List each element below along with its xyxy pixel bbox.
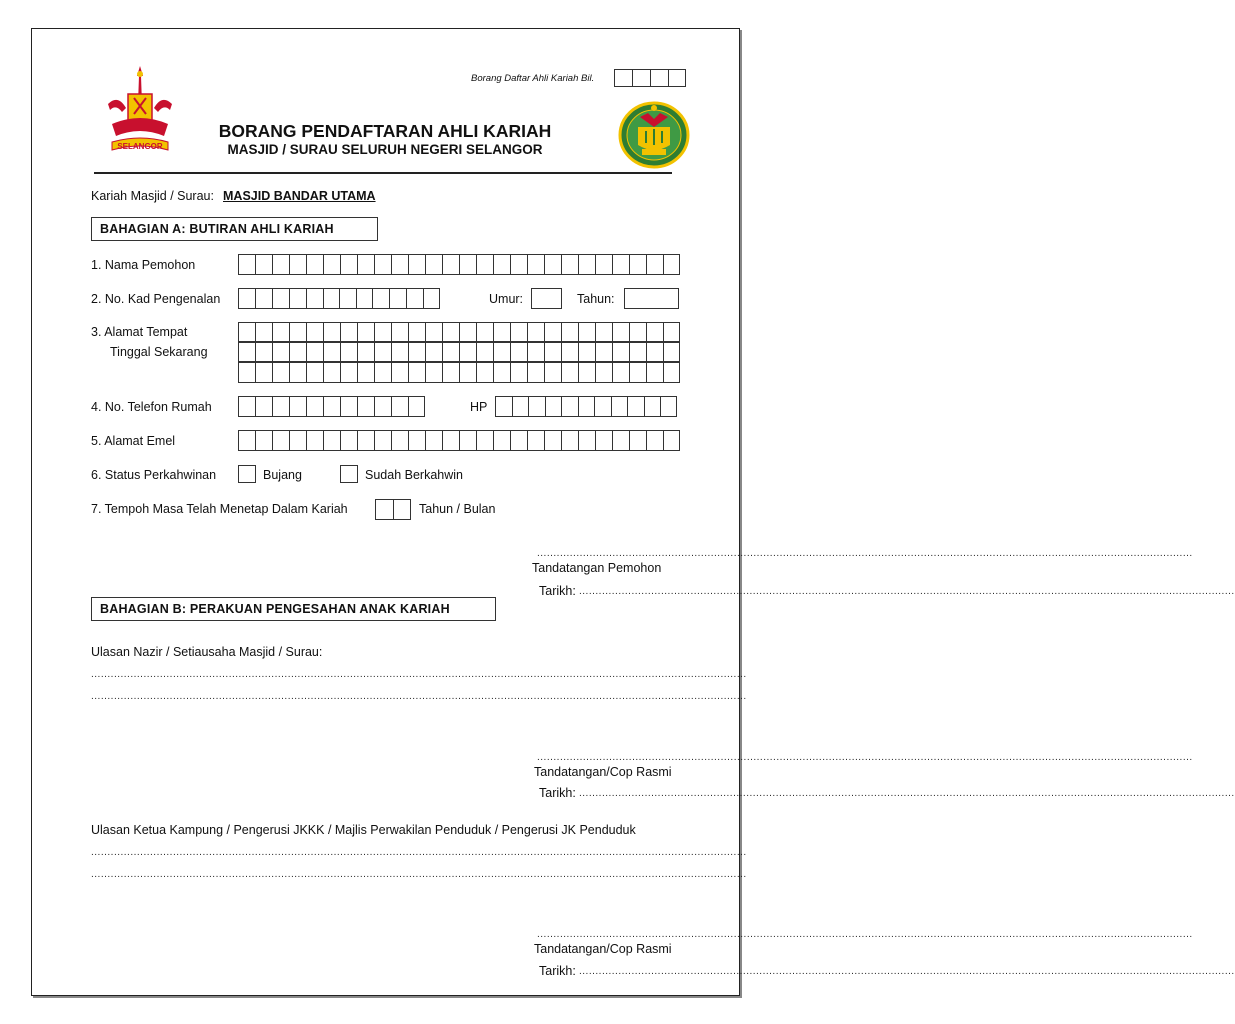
char-box[interactable]	[425, 254, 442, 275]
char-box[interactable]	[459, 322, 476, 342]
char-box[interactable]	[663, 430, 680, 451]
char-box[interactable]	[425, 430, 442, 451]
char-box[interactable]	[238, 396, 255, 417]
char-box[interactable]	[595, 430, 612, 451]
char-box[interactable]	[527, 342, 544, 362]
char-box[interactable]	[408, 322, 425, 342]
char-box[interactable]	[442, 362, 459, 383]
char-box[interactable]	[663, 322, 680, 342]
char-box[interactable]	[255, 342, 272, 362]
char-box[interactable]	[323, 396, 340, 417]
char-box[interactable]	[544, 342, 561, 362]
char-box[interactable]	[272, 322, 289, 342]
form-page	[31, 28, 1235, 996]
char-box[interactable]	[357, 430, 374, 451]
char-box[interactable]	[493, 342, 510, 362]
nama-input-boxes[interactable]	[238, 254, 680, 275]
char-box[interactable]	[578, 362, 595, 383]
char-box[interactable]	[340, 254, 357, 275]
char-box[interactable]	[423, 288, 440, 309]
char-box[interactable]	[357, 342, 374, 362]
status-label: 6. Status Perkahwinan	[91, 468, 217, 482]
char-box[interactable]	[255, 254, 272, 275]
char-box[interactable]	[595, 362, 612, 383]
char-box[interactable]	[629, 322, 646, 342]
char-box[interactable]	[578, 322, 595, 342]
char-box[interactable]	[408, 342, 425, 362]
char-box[interactable]	[629, 254, 646, 275]
char-box[interactable]	[306, 254, 323, 275]
ketua-signature-line[interactable]: ........................................................................................................................................................................................................	[537, 929, 1193, 940]
char-box[interactable]	[374, 342, 391, 362]
tahun-label: Tahun:	[577, 292, 615, 306]
char-box[interactable]	[528, 396, 545, 417]
char-box[interactable]	[356, 288, 373, 309]
char-box[interactable]	[306, 322, 323, 342]
char-box[interactable]	[578, 254, 595, 275]
char-box[interactable]	[627, 396, 644, 417]
char-box[interactable]	[408, 430, 425, 451]
bujang-checkbox[interactable]	[238, 465, 256, 483]
char-box[interactable]	[255, 430, 272, 451]
char-box[interactable]	[374, 254, 391, 275]
ketua-date-line[interactable]: ........................................................................................................................................................................................................	[579, 966, 1235, 977]
char-box[interactable]	[646, 342, 663, 362]
char-box[interactable]	[272, 288, 289, 309]
char-box[interactable]	[545, 396, 562, 417]
char-box[interactable]	[340, 362, 357, 383]
char-box[interactable]	[323, 342, 340, 362]
char-box[interactable]	[442, 254, 459, 275]
char-box[interactable]	[289, 430, 306, 451]
char-box[interactable]	[629, 362, 646, 383]
alamat-input-row-1[interactable]	[238, 322, 680, 342]
pemohon-date-label: Tarikh:	[539, 584, 576, 598]
char-box[interactable]	[594, 396, 611, 417]
alamat-label-1: 3. Alamat Tempat	[91, 325, 188, 339]
char-box[interactable]	[646, 322, 663, 342]
char-box[interactable]	[289, 396, 306, 417]
char-box[interactable]	[238, 288, 255, 309]
char-box[interactable]	[476, 430, 493, 451]
berkahwin-label: Sudah Berkahwin	[365, 468, 463, 482]
char-box[interactable]	[527, 362, 544, 383]
char-box[interactable]	[357, 362, 374, 383]
char-box[interactable]	[272, 430, 289, 451]
char-box[interactable]	[510, 254, 527, 275]
crest-caption: SELANGOR	[117, 142, 163, 151]
char-box[interactable]	[493, 430, 510, 451]
char-box[interactable]	[255, 288, 272, 309]
char-box[interactable]	[512, 396, 529, 417]
char-box[interactable]	[340, 342, 357, 362]
char-box[interactable]	[389, 288, 406, 309]
char-box[interactable]	[393, 499, 411, 520]
nazir-date-label: Tarikh:	[539, 786, 576, 800]
char-box[interactable]	[375, 499, 393, 520]
ketua-date-label: Tarikh:	[539, 964, 576, 978]
char-box[interactable]	[646, 362, 663, 383]
char-box[interactable]	[374, 430, 391, 451]
char-box[interactable]	[595, 342, 612, 362]
char-box[interactable]	[357, 254, 374, 275]
umur-label: Umur:	[489, 292, 524, 306]
char-box[interactable]	[527, 322, 544, 342]
form-title: BORANG PENDAFTARAN AHLI KARIAH	[218, 121, 552, 141]
char-box[interactable]	[612, 254, 629, 275]
section-a-title: BAHAGIAN A: BUTIRAN AHLI KARIAH	[91, 217, 378, 241]
char-box[interactable]	[663, 254, 680, 275]
kariah-label: Kariah Masjid / Surau:	[91, 189, 214, 203]
char-box[interactable]	[391, 342, 408, 362]
pemohon-date-line[interactable]: ........................................................................................................................................................................................................	[579, 586, 1235, 597]
char-box[interactable]	[425, 362, 442, 383]
tahun-input[interactable]	[624, 288, 679, 309]
char-box[interactable]	[323, 322, 340, 342]
char-box[interactable]	[374, 396, 391, 417]
char-box[interactable]	[544, 254, 561, 275]
emel-input-boxes[interactable]	[238, 430, 680, 451]
bujang-label: Bujang	[263, 468, 302, 482]
umur-input[interactable]	[531, 288, 562, 309]
char-box[interactable]	[306, 342, 323, 362]
char-box[interactable]	[238, 322, 255, 342]
char-box[interactable]	[408, 362, 425, 383]
char-box[interactable]	[544, 430, 561, 451]
char-box[interactable]	[629, 430, 646, 451]
char-box[interactable]	[578, 342, 595, 362]
char-box[interactable]	[495, 396, 512, 417]
alamat-label-2: Tinggal Sekarang	[110, 345, 208, 359]
char-box[interactable]	[646, 254, 663, 275]
char-box[interactable]	[561, 396, 578, 417]
char-box[interactable]	[272, 254, 289, 275]
alamat-input-row-3[interactable]	[238, 362, 680, 383]
char-box[interactable]	[660, 396, 677, 417]
char-box[interactable]	[357, 396, 374, 417]
char-box[interactable]	[289, 288, 306, 309]
char-box[interactable]	[255, 362, 272, 383]
pemohon-signature-line[interactable]: ........................................................................................................................................................................................................	[537, 548, 1193, 559]
char-box[interactable]	[255, 396, 272, 417]
char-box[interactable]	[289, 342, 306, 362]
emel-label: 5. Alamat Emel	[91, 434, 176, 448]
char-box[interactable]	[510, 430, 527, 451]
char-box[interactable]	[629, 342, 646, 362]
char-box[interactable]	[406, 288, 423, 309]
char-box[interactable]	[612, 322, 629, 342]
char-box[interactable]	[238, 362, 255, 383]
char-box[interactable]	[306, 362, 323, 383]
header-divider	[94, 172, 672, 174]
ic-input-boxes[interactable]	[238, 288, 440, 309]
char-box[interactable]	[493, 362, 510, 383]
pemohon-signature-label: Tandatangan Pemohon	[532, 561, 662, 575]
char-box[interactable]	[339, 288, 356, 309]
char-box[interactable]	[289, 362, 306, 383]
nazir-signature-label: Tandatangan/Cop Rasmi	[534, 765, 672, 779]
char-box[interactable]	[408, 396, 425, 417]
berkahwin-checkbox[interactable]	[340, 465, 358, 483]
char-box[interactable]	[527, 254, 544, 275]
char-box[interactable]	[527, 430, 544, 451]
char-box[interactable]	[459, 362, 476, 383]
jais-emblem-logo	[618, 99, 690, 169]
char-box[interactable]	[357, 322, 374, 342]
char-box[interactable]	[510, 322, 527, 342]
char-box[interactable]	[544, 362, 561, 383]
char-box[interactable]	[340, 430, 357, 451]
char-box[interactable]	[612, 430, 629, 451]
char-box[interactable]	[561, 342, 578, 362]
hp-label: HP	[470, 400, 488, 414]
char-box[interactable]	[272, 396, 289, 417]
char-box[interactable]	[306, 396, 323, 417]
char-box[interactable]	[578, 396, 595, 417]
char-box[interactable]	[544, 322, 561, 342]
kariah-value: MASJID BANDAR UTAMA	[223, 189, 376, 203]
ic-label: 2. No. Kad Pengenalan	[91, 292, 221, 306]
selangor-crest-logo	[98, 64, 182, 160]
char-box[interactable]	[595, 322, 612, 342]
char-box[interactable]	[612, 342, 629, 362]
alamat-input-row-2[interactable]	[238, 342, 680, 362]
section-b-title: BAHAGIAN B: PERAKUAN PENGESAHAN ANAK KARIAH	[91, 597, 496, 621]
char-box[interactable]	[306, 430, 323, 451]
nazir-comment-line-1[interactable]: ........................................................................................................................................................................................................	[91, 669, 747, 680]
char-box[interactable]	[612, 362, 629, 383]
char-box[interactable]	[374, 362, 391, 383]
char-box[interactable]	[340, 322, 357, 342]
nazir-comment-line-2[interactable]: ........................................................................................................................................................................................................	[91, 691, 747, 702]
telefon-input-boxes[interactable]	[238, 396, 425, 417]
char-box[interactable]	[340, 396, 357, 417]
char-box[interactable]	[323, 288, 340, 309]
char-box[interactable]	[663, 362, 680, 383]
ketua-signature-label: Tandatangan/Cop Rasmi	[534, 942, 672, 956]
char-box[interactable]	[595, 254, 612, 275]
char-box[interactable]	[238, 254, 255, 275]
char-box[interactable]	[476, 342, 493, 362]
char-box[interactable]	[442, 342, 459, 362]
hp-input-boxes[interactable]	[495, 396, 677, 417]
form-subtitle: MASJID / SURAU SELURUH NEGERI SELANGOR	[227, 142, 543, 157]
char-box[interactable]	[255, 322, 272, 342]
char-box[interactable]	[561, 254, 578, 275]
char-box[interactable]	[391, 254, 408, 275]
char-box[interactable]	[323, 430, 340, 451]
reg-number-label: Borang Daftar Ahli Kariah Bil.	[471, 73, 595, 84]
char-box[interactable]	[510, 342, 527, 362]
char-box[interactable]	[561, 362, 578, 383]
char-box[interactable]	[391, 430, 408, 451]
ketua-comment-line-1[interactable]: ........................................................................................................................................................................................................	[91, 847, 747, 858]
char-box[interactable]	[561, 430, 578, 451]
reg-number-boxes[interactable]	[614, 69, 686, 87]
telefon-label: 4. No. Telefon Rumah	[91, 400, 212, 414]
char-box[interactable]	[476, 362, 493, 383]
char-box[interactable]	[459, 342, 476, 362]
char-box[interactable]	[374, 322, 391, 342]
char-box[interactable]	[272, 342, 289, 362]
char-box[interactable]	[644, 396, 661, 417]
char-box[interactable]	[323, 254, 340, 275]
char-box[interactable]	[238, 342, 255, 362]
char-box[interactable]	[425, 342, 442, 362]
char-box[interactable]	[646, 430, 663, 451]
char-box[interactable]	[323, 362, 340, 383]
nazir-comment-label: Ulasan Nazir / Setiausaha Masjid / Surau:	[91, 645, 323, 659]
char-box[interactable]	[561, 322, 578, 342]
char-box[interactable]	[272, 362, 289, 383]
char-box[interactable]	[391, 322, 408, 342]
char-box[interactable]	[306, 288, 323, 309]
char-box[interactable]	[289, 322, 306, 342]
char-box[interactable]	[510, 362, 527, 383]
char-box[interactable]	[442, 322, 459, 342]
tempoh-input-boxes[interactable]	[375, 499, 411, 520]
char-box[interactable]	[663, 342, 680, 362]
char-box[interactable]	[442, 430, 459, 451]
char-box[interactable]	[459, 430, 476, 451]
char-box[interactable]	[238, 430, 255, 451]
char-box[interactable]	[459, 254, 476, 275]
char-box[interactable]	[493, 322, 510, 342]
char-box[interactable]	[611, 396, 628, 417]
char-box[interactable]	[476, 322, 493, 342]
nama-label: 1. Nama Pemohon	[91, 258, 196, 272]
char-box[interactable]	[578, 430, 595, 451]
char-box[interactable]	[391, 362, 408, 383]
char-box[interactable]	[476, 254, 493, 275]
tempoh-label: 7. Tempoh Masa Telah Menetap Dalam Kariah	[91, 502, 348, 516]
char-box[interactable]	[391, 396, 408, 417]
char-box[interactable]	[408, 254, 425, 275]
char-box[interactable]	[493, 254, 510, 275]
char-box[interactable]	[425, 322, 442, 342]
char-box[interactable]	[289, 254, 306, 275]
tahun-bulan-label: Tahun / Bulan	[419, 502, 496, 516]
nazir-date-line[interactable]: ........................................................................................................................................................................................................	[579, 788, 1235, 799]
nazir-signature-line[interactable]: ........................................................................................................................................................................................................	[537, 752, 1193, 763]
char-box[interactable]	[372, 288, 389, 309]
ketua-comment-label: Ulasan Ketua Kampung / Pengerusi JKKK / Majlis Perwakilan Penduduk / Pengerusi JK Penduduk	[91, 823, 636, 837]
ketua-comment-line-2[interactable]: ........................................................................................................................................................................................................	[91, 869, 747, 880]
